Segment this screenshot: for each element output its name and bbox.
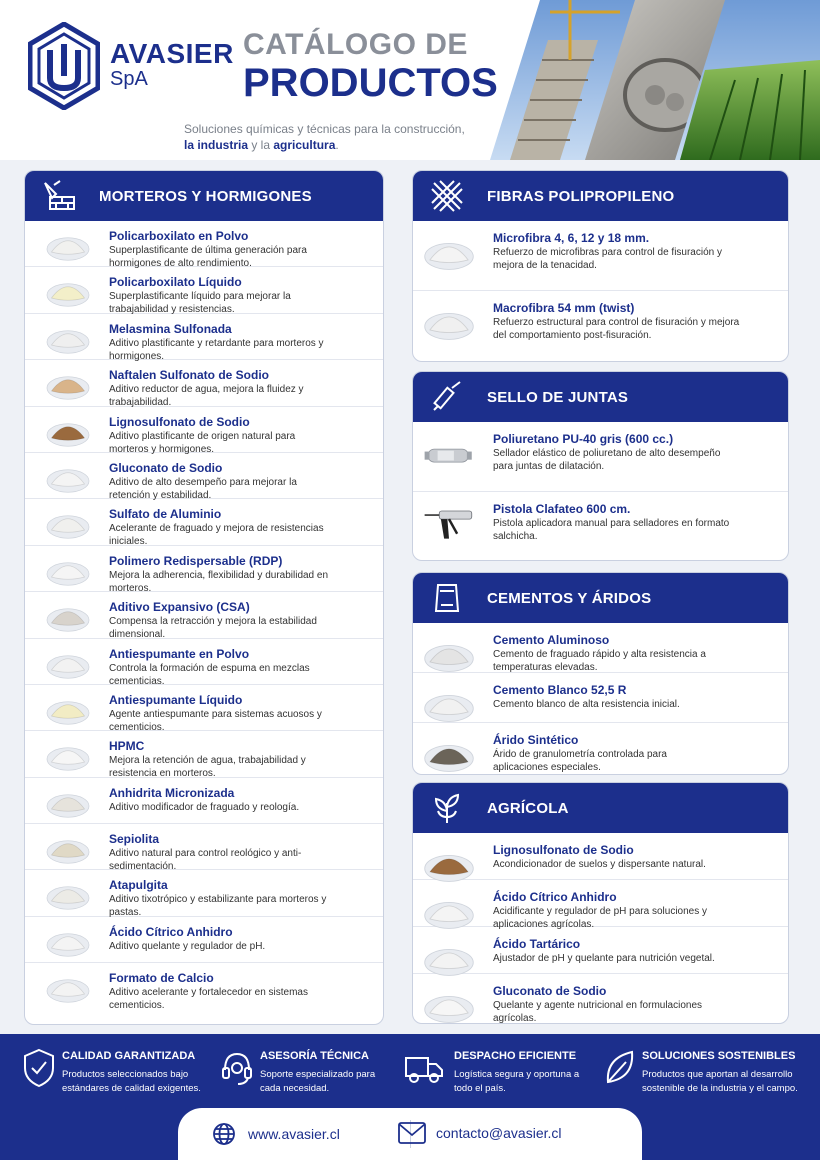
caulk-tube-icon [427,377,467,417]
list-item [413,833,788,880]
item-title: Cemento Aluminoso [493,633,610,647]
morteros-list [25,221,383,1010]
item-desc: Acondicionador de suelos y dispersante natural. [493,859,706,870]
item-desc: Agente antiespumante para sistemas acuosos y cementicios. [109,708,322,733]
item-desc: Árido de granulometría controlada para aplicaciones especiales. [493,749,667,773]
item-desc: Superplastificante líquido para mejorar la trabajabilidad y resistencias. [109,291,291,316]
catalog-title-line2: PRODUCTOS [243,61,498,105]
item-title: Ácido Cítrico Anhidro [109,924,233,939]
item-title: Microfibra 4, 6, 12 y 18 mm. [493,231,650,245]
card-agricola-title: AGRÍCOLA [487,799,569,817]
item-desc: Sellador elástico de poliuretano de alto desempeño para juntas de dilatación. [493,448,721,472]
feature-desc: Logística segura y oportuna a todo el país. [454,1069,580,1094]
caulking-gun-icon [423,502,475,546]
tagline-industry: la industria [184,138,249,152]
card-morteros-title: MORTEROS Y HORMIGONES [99,187,312,205]
website-link[interactable] [212,1122,340,1146]
list-item [25,267,383,316]
list-item [25,314,383,360]
list-item [413,623,788,673]
item-desc: Aditivo acelerante y fortalecedor en sistemas cementicios. [109,987,308,1012]
sealant-sausage-icon [423,432,475,476]
item-title: Ácido Tartárico [493,937,581,951]
card-sello-header [413,372,788,422]
feature-desc: Productos que aportan al desarrollo sostenible de la industria y el campo. [642,1069,798,1094]
item-desc: Aditivo quelante y regulador de pH. [109,940,266,952]
agricola-list [413,833,788,1024]
item-title: Melasmina Sulfonada [109,321,232,336]
card-morteros [24,170,384,1025]
item-title: Antiespumante Líquido [109,692,243,707]
item-desc: Ajustador de pH y quelante para nutrición vegetal. [493,953,715,964]
item-title: Macrofibra 54 mm (twist) [493,301,635,315]
item-desc: Quelante y agente nutricional en formulaciones agrícolas. [493,1000,703,1024]
item-desc: Aditivo de alto desempeño para mejorar la retención y estabilidad. [109,476,297,501]
item-desc: Acidificante y regulador de pH para soluciones y aplicaciones agrícolas. [493,906,708,930]
item-title: Lignosulfonato de Sodio [109,414,250,429]
item-desc: Aditivo plastificante de origen natural para morteros y hormigones. [109,430,296,455]
card-fibras-header [413,171,788,221]
product-thumbnail-icon [45,463,91,493]
item-title: Anhidrita Micronizada [109,785,235,800]
item-desc: Superplastificante de última generación para hormigones de alto rendimiento. [109,245,307,269]
item-title: Lignosulfonato de Sodio [493,843,634,857]
item-desc: Aditivo tixotrópico y estabilizante para morteros y pastas. [109,894,327,919]
contact-bar [178,1108,642,1160]
tagline-agriculture: agricultura [273,138,336,152]
email-link[interactable] [398,1122,562,1144]
item-desc: Aditivo natural para control reológico y anti-sedimentación. [109,848,302,873]
feature-desc: Soporte especializado para cada necesidad. [260,1069,376,1094]
item-desc: Aditivo plastificante y retardante para morteros y hormigones. [109,337,324,362]
item-desc: Pistola aplicadora manual para selladores en formato salchicha. [493,518,730,542]
product-thumbnail-icon [45,231,91,261]
item-desc: Mejora la retención de agua, trabajabilidad y resistencia en morteros. [109,755,306,780]
item-title: Pistola Clafateo 600 cm. [493,502,631,516]
item-desc: Cemento blanco de alta resistencia inicial. [493,699,680,710]
website-text: www.avasier.cl [248,1126,340,1142]
list-item [25,360,383,409]
fiber-mesh-icon [427,176,467,216]
item-title: Atapulgita [109,878,168,893]
product-thumbnail-icon [423,301,475,345]
feature-title: ASESORÍA TÉCNICA [260,1050,369,1062]
list-item [25,685,383,731]
list-item [413,927,788,974]
tagline-and: y la [248,138,274,152]
cement-bag-icon [427,578,467,618]
product-thumbnail-icon [45,556,91,586]
list-item [413,422,788,492]
card-morteros-header [25,171,383,221]
card-sello [412,371,789,561]
avasier-logo-icon [28,22,100,110]
list-item [25,870,383,919]
list-item [25,499,383,548]
product-thumbnail-icon [423,633,475,677]
trowel-brick-icon [39,176,79,216]
item-desc: Cemento de fraguado rápido y alta resistencia a temperaturas elevadas. [493,649,706,673]
product-thumbnail-icon [45,880,91,910]
list-item [413,723,788,773]
item-title: Árido Sintético [493,733,579,747]
item-desc: Acelerante de fraguado y mejora de resistencias iniciales. [109,523,324,548]
product-thumbnail-icon [45,509,91,539]
fibras-list [413,221,788,361]
item-title: Ácido Cítrico Anhidro [493,890,617,904]
cementos-list [413,623,788,773]
item-title: Policarboxilato Líquido [109,275,242,290]
list-item [25,824,383,873]
item-title: Sulfato de Aluminio [109,507,222,522]
headset-icon [220,1048,254,1088]
list-item [413,974,788,1024]
product-thumbnail-icon [45,649,91,679]
item-title: Policarboxilato en Polvo [109,229,249,243]
product-thumbnail-icon [45,417,91,447]
tagline-line2 [184,137,465,153]
brand-name: AVASIER [110,38,234,69]
tagline-line1: Soluciones químicas y técnicas para la construcción, [184,122,465,136]
product-thumbnail-icon [45,834,91,864]
card-cementos [412,572,789,775]
product-thumbnail-icon [45,602,91,632]
item-desc: Mejora la adherencia, flexibilidad y durabilidad en morteros. [109,569,329,594]
list-item [413,221,788,291]
product-thumbnail-icon [423,733,475,775]
shield-check-icon [22,1048,56,1088]
list-item [413,291,788,361]
list-item [25,592,383,641]
list-item [25,639,383,685]
catalog-title-line1: CATÁLOGO DE [243,28,468,61]
hero-banner-image [490,0,820,160]
product-thumbnail-icon [423,937,475,981]
item-title: Sepiolita [109,832,160,847]
globe-icon [212,1122,236,1146]
email-text: contacto@avasier.cl [436,1125,562,1141]
list-item [25,453,383,499]
product-thumbnail-icon [45,370,91,400]
item-desc: Controla la formación de espuma en mezclas cementicias. [109,662,310,687]
brand-sub: SpA [110,68,148,90]
list-item [25,731,383,780]
list-item [25,546,383,592]
product-thumbnail-icon [45,741,91,771]
product-thumbnail-icon [423,683,475,727]
product-thumbnail-icon [45,788,91,818]
card-cementos-title: CEMENTOS Y ÁRIDOS [487,589,652,607]
product-thumbnail-icon [423,231,475,275]
list-item [413,673,788,723]
card-agricola-header [413,783,788,833]
list-item [25,917,383,963]
list-item [25,221,383,267]
item-desc: Compensa la retracción y mejora la estabilidad dimensional. [109,616,317,641]
item-desc: Aditivo modificador de fraguado y reología. [109,801,300,813]
product-thumbnail-icon [45,277,91,307]
card-agricola [412,782,789,1024]
feature-title: DESPACHO EFICIENTE [454,1050,577,1062]
item-title: Antiespumante en Polvo [109,646,250,661]
list-item [25,778,383,824]
feature-desc: Productos seleccionados bajo estándares de calidad exigentes. [62,1069,201,1094]
truck-icon [404,1048,444,1088]
sello-list [413,422,788,561]
item-title: Polimero Redispersable (RDP) [109,553,283,568]
card-sello-title: SELLO DE JUNTAS [487,388,629,406]
list-item [25,407,383,453]
card-cementos-header [413,573,788,623]
item-title: Formato de Calcio [109,971,214,986]
product-thumbnail-icon [423,984,475,1024]
item-title: Cemento Blanco 52,5 R [493,683,627,697]
tagline-end: . [335,138,339,152]
product-thumbnail-icon [423,843,475,887]
product-thumbnail-icon [45,324,91,354]
product-thumbnail-icon [45,973,91,1003]
mail-icon [398,1122,426,1144]
item-title: Aditivo Expansivo (CSA) [109,600,250,615]
item-title: Poliuretano PU-40 gris (600 cc.) [493,432,674,446]
card-fibras [412,170,789,362]
leaf-icon [602,1048,636,1088]
card-fibras-title: FIBRAS POLIPROPILENO [487,187,675,205]
feature-title: CALIDAD GARANTIZADA [62,1050,196,1062]
item-desc: Refuerzo de microfibras para control de fisuración y mejora de la tenacidad. [493,247,722,271]
product-thumbnail-icon [423,890,475,934]
sprout-icon [427,788,467,828]
list-item [25,963,383,1012]
item-desc: Aditivo reductor de agua, mejora la fluidez y trabajabilidad. [109,384,304,409]
feature-title: SOLUCIONES SOSTENIBLES [642,1050,796,1062]
product-thumbnail-icon [45,695,91,725]
list-item [413,492,788,561]
brand [110,38,234,91]
list-item [413,880,788,930]
item-title: HPMC [109,739,145,754]
catalog-title [243,28,498,104]
item-title: Naftalen Sulfonato de Sodio [109,368,270,383]
item-title: Gluconato de Sodio [493,984,607,998]
header [0,0,820,160]
tagline [184,121,465,153]
item-title: Gluconato de Sodio [109,460,223,475]
item-desc: Refuerzo estructural para control de fisuración y mejora del comportamiento post-fisuración. [493,317,740,341]
product-thumbnail-icon [45,927,91,957]
